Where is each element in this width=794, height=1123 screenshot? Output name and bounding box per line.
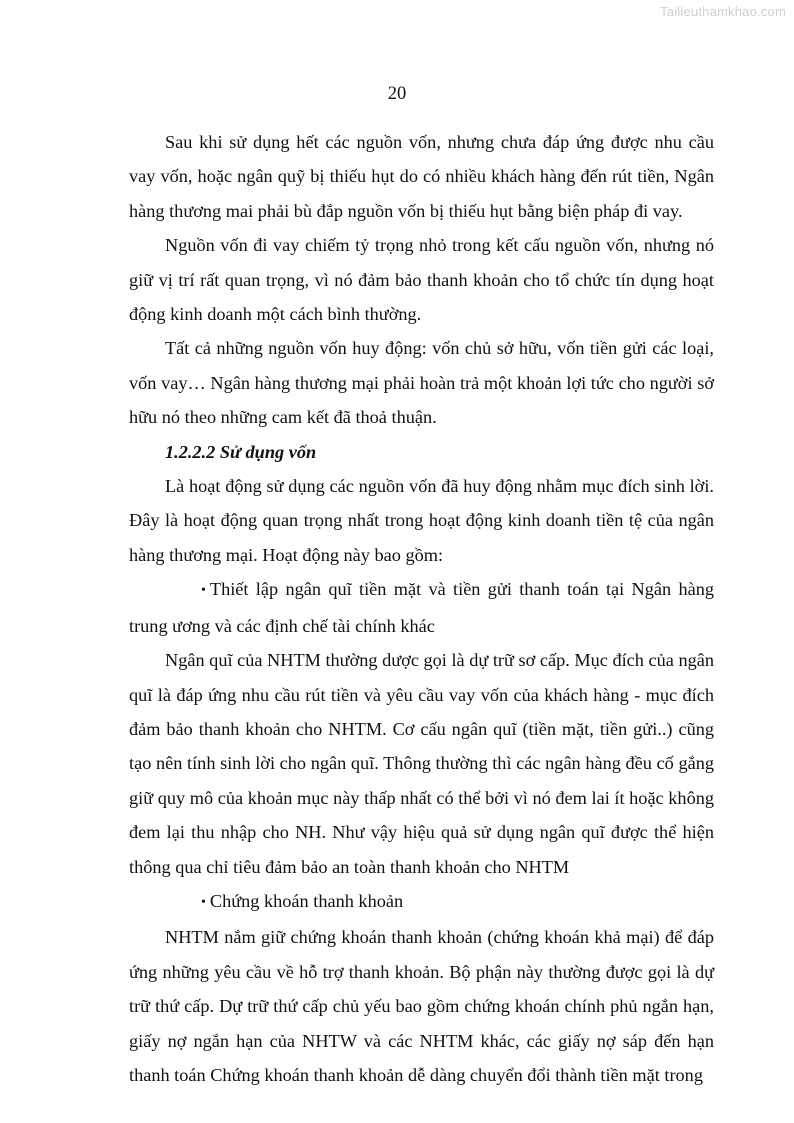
bullet-item-cash-reserves bbox=[129, 572, 714, 643]
paragraph-secondary-reserves: NHTM nắm giữ chứng khoán thanh khoản (chứng khoán khả mại) để đáp ứng những yêu cầu về hỗ trợ thanh khoản. Bộ phận này thường được gọi là dự trữ thứ cấp. Dự trữ thứ cấp chủ yếu bao gồm chứng khoán chính phủ ngắn hạn, giấy nợ ngắn hạn của NHTW và các NHTM khác, các giấy nợ sáp đến hạn thanh toán Chứng khoán thanh khoản dễ dàng chuyển đổi thành tiền mặt trong bbox=[129, 927, 714, 1085]
paragraph-borrowing: Sau khi sử dụng hết các nguồn vốn, nhưng chưa đáp ứng được nhu cầu vay vốn, hoặc ngân quỹ bị thiếu hụt do có nhiều khách hàng đến rút tiền, Ngân hàng thương mai phải bù đắp nguồn vốn bị thiếu hụt bằng biện pháp đi vay. bbox=[129, 132, 714, 221]
document-body bbox=[129, 125, 714, 1092]
section-heading: 1.2.2.2 Sử dụng vốn bbox=[165, 441, 317, 462]
watermark: Tailieuthamkhao.com bbox=[660, 4, 786, 19]
bullet-icon: • bbox=[201, 894, 206, 910]
paragraph-mobilized-capital: Tất cả những nguồn vốn huy động: vốn chủ sở hữu, vốn tiền gửi các loại, vốn vay… Ngân hàng thương mại phải hoàn trả một khoản lợi tức cho người sở hữu nó theo những cam kết đã thoả thuận. bbox=[129, 338, 714, 428]
bullet-icon: • bbox=[201, 583, 206, 599]
paragraph-borrowed-capital: Nguồn vốn đi vay chiếm tỷ trọng nhỏ trong kết cấu nguồn vốn, nhưng nó giữ vị trí rất quan trọng, vì nó đảm bảo thanh khoản cho tổ chức tín dụng hoạt động kinh doanh một cách bình thường. bbox=[129, 235, 714, 325]
bullet-item-liquid-securities bbox=[129, 884, 714, 920]
paragraph-capital-use: Là hoạt động sử dụng các nguồn vốn đã huy động nhằm mục đích sinh lời. Đây là hoạt động quan trọng nhất trong hoạt động kinh doanh tiền tệ của ngân hàng thương mại. Hoạt động này bao gồm: bbox=[129, 476, 714, 565]
page-number: 20 bbox=[387, 84, 407, 104]
paragraph-primary-reserves: Ngân quĩ của NHTM thường dược gọi là dự trữ sơ cấp. Mục đích của ngân quĩ là đáp ứng nhu cầu rút tiền và yêu cầu vay vốn của khách hàng - mục đích đảm bảo thanh khoản cho NHTM. Cơ cấu ngân quĩ (tiền mặt, tiền gửi..) cũng tạo nên tính sinh lời cho ngân quĩ. Thông thường thì các ngân hàng đều cố gắng giữ quy mô của khoản mục này thấp nhất có thể bởi vì nó đem lai ít hoặc không đem lại thu nhập cho NH. Như vậy hiệu quả sử dụng ngân quĩ được thể hiện thông qua chỉ tiêu đảm bảo an toàn thanh khoản cho NHTM bbox=[129, 650, 714, 877]
bullet-text: Chứng khoán thanh khoản bbox=[209, 890, 404, 911]
bullet-text: Thiết lập ngân quĩ tiền mặt và tiền gửi thanh toán tại Ngân hàng trung ương và các định chế tài chính khác bbox=[129, 579, 714, 636]
